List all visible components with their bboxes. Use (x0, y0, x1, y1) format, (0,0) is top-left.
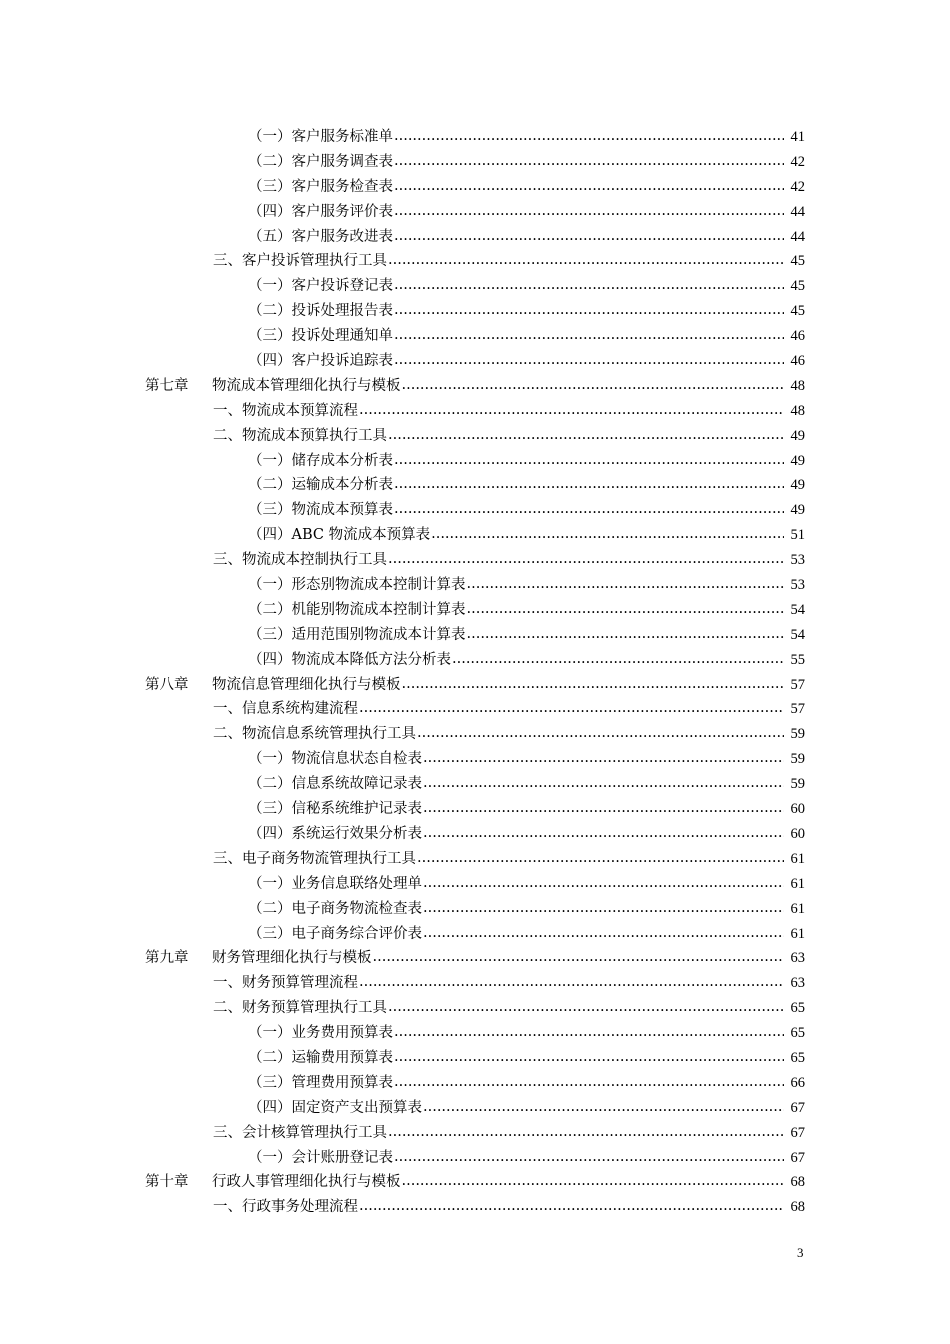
toc-entry-section[interactable] (0, 996, 805, 1021)
dot-leader (359, 970, 784, 995)
toc-entry-item[interactable] (0, 523, 805, 548)
toc-entry-page: 61 (790, 900, 805, 917)
toc-entry-section[interactable] (0, 722, 805, 747)
toc-entry-label: （三）投诉处理通知单 (248, 328, 393, 345)
toc-entry-label: 一、行政事务处理流程 (213, 1199, 358, 1216)
dot-leader (417, 721, 784, 746)
dot-leader (394, 497, 784, 522)
toc-entry-page: 59 (790, 751, 805, 768)
toc-entry-page: 49 (790, 477, 805, 494)
toc-entry-label: （一）客户投诉登记表 (248, 278, 393, 295)
toc-entry-page: 49 (790, 452, 805, 469)
dot-leader (373, 945, 785, 970)
dot-leader (359, 1194, 784, 1219)
toc-entry-page: 63 (790, 975, 805, 992)
toc-entry-page: 49 (790, 427, 805, 444)
chapter-number: 第七章 (145, 377, 189, 394)
dot-leader (423, 746, 784, 771)
toc-entry-page: 61 (790, 925, 805, 942)
dot-leader (394, 348, 784, 373)
toc-entry-item[interactable] (0, 897, 805, 922)
dot-leader (417, 846, 784, 871)
toc-entry-page: 41 (790, 129, 805, 145)
toc-entry-section[interactable] (0, 249, 805, 274)
toc-entry-item[interactable] (0, 274, 805, 299)
chapter-title: 物流信息管理细化执行与模板 (212, 676, 401, 693)
toc-entry-page: 60 (790, 825, 805, 842)
toc-entry-page: 57 (790, 701, 805, 718)
toc-entry-item[interactable] (0, 1071, 805, 1096)
toc-entry-item[interactable] (0, 1146, 805, 1171)
toc-entry-item[interactable] (0, 772, 805, 797)
toc-entry-page: 67 (790, 1124, 805, 1141)
toc-entry-item[interactable] (0, 200, 805, 225)
dot-leader (452, 647, 784, 672)
toc-entry-page: 53 (790, 577, 805, 594)
toc-entry-page: 45 (790, 253, 805, 270)
toc-entry-item[interactable] (0, 299, 805, 324)
toc-entry-label: （四）系统运行效果分析表 (248, 825, 422, 842)
dot-leader (394, 298, 784, 323)
toc-entry-label: （四）客户投诉追踪表 (248, 353, 393, 370)
dot-leader (423, 821, 784, 846)
toc-entry-label (145, 1170, 401, 1195)
dot-leader (402, 373, 785, 398)
toc-entry-label: （四）客户服务评价表 (248, 203, 393, 220)
toc-entry-section[interactable] (0, 1195, 805, 1220)
toc-entry-page: 45 (790, 278, 805, 295)
toc-entry-label: （四）物流成本降低方法分析表 (248, 651, 451, 668)
toc-entry-item[interactable] (0, 150, 805, 175)
toc-entry-page: 65 (790, 1000, 805, 1017)
toc-entry-label: 一、财务预算管理流程 (213, 975, 358, 992)
toc-entry-label: （二）投诉处理报告表 (248, 303, 393, 320)
toc-entry-section[interactable] (0, 424, 805, 449)
dot-leader (394, 1070, 784, 1095)
toc-entry-item[interactable] (0, 324, 805, 349)
toc-entry-label: （三）适用范围别物流成本计算表 (248, 626, 466, 643)
dot-leader (394, 199, 784, 224)
toc-entry-page: 57 (790, 676, 805, 693)
toc-entry-label: （三）管理费用预算表 (248, 1074, 393, 1091)
toc-entry-page: 59 (790, 776, 805, 793)
toc-entry-item[interactable] (0, 1096, 805, 1121)
toc-entry-item[interactable] (0, 822, 805, 847)
dot-leader (394, 174, 784, 199)
chapter-title: 行政人事管理细化执行与模板 (212, 1174, 401, 1191)
toc-entry-page: 60 (790, 801, 805, 818)
toc-entry-item[interactable] (0, 872, 805, 897)
dot-leader (359, 696, 784, 721)
toc-entry-label (145, 374, 401, 399)
toc-entry-label: 三、客户投诉管理执行工具 (213, 253, 387, 270)
toc-entry-section[interactable] (0, 697, 805, 722)
dot-leader (394, 1045, 784, 1070)
toc-entry-label: （一）会计账册登记表 (248, 1149, 393, 1166)
toc-entry-item[interactable] (0, 1021, 805, 1046)
dot-leader (423, 896, 784, 921)
toc-entry-page: 49 (790, 502, 805, 519)
toc-entry-item[interactable] (0, 349, 805, 374)
toc-entry-section[interactable] (0, 847, 805, 872)
toc-entry-label (145, 673, 401, 698)
toc-entry-label: （一）形态别物流成本控制计算表 (248, 577, 466, 594)
toc-entry-page: 42 (790, 178, 805, 195)
toc-entry-page: 46 (790, 328, 805, 345)
dot-leader (359, 398, 784, 423)
toc-entry-label: 二、物流成本预算执行工具 (213, 427, 387, 444)
toc-entry-page: 63 (790, 950, 805, 967)
chapter-number: 第十章 (145, 1174, 189, 1191)
toc-entry-page: 51 (790, 527, 805, 544)
toc-entry-page: 44 (790, 228, 805, 245)
toc-entry-item[interactable] (0, 125, 805, 150)
toc-entry-section[interactable] (0, 399, 805, 424)
dot-leader (394, 1145, 784, 1170)
toc-entry-item[interactable] (0, 922, 805, 947)
toc-entry-item[interactable] (0, 623, 805, 648)
toc-entry-section[interactable] (0, 548, 805, 573)
dot-leader (394, 224, 784, 249)
toc-entry-label: （四）ABC 物流成本预算表 (248, 527, 431, 544)
toc-entry-item[interactable] (0, 225, 805, 250)
toc-entry-item[interactable] (0, 1046, 805, 1071)
toc-entry-page: 53 (790, 552, 805, 569)
toc-entry-label: （三）客户服务检查表 (248, 178, 393, 195)
toc-entry-item[interactable] (0, 797, 805, 822)
page-number: 3 (797, 1245, 804, 1260)
toc-entry-chapter[interactable] (0, 374, 805, 399)
toc-entry-label: （二）运输费用预算表 (248, 1049, 393, 1066)
chapter-number: 第八章 (145, 676, 189, 693)
toc-entry-section[interactable] (0, 971, 805, 996)
toc-entry-page: 65 (790, 1049, 805, 1066)
toc-entry-item[interactable] (0, 473, 805, 498)
toc-entry-page: 45 (790, 303, 805, 320)
toc-entry-label: （五）客户服务改进表 (248, 228, 393, 245)
dot-leader (423, 871, 784, 896)
toc-entry-page: 68 (790, 1174, 805, 1191)
dot-leader (423, 796, 784, 821)
toc-entry-page: 67 (790, 1149, 805, 1166)
toc-entry-label: 一、物流成本预算流程 (213, 402, 358, 419)
toc-entry-chapter[interactable] (0, 673, 805, 698)
toc-entry-page: 44 (790, 203, 805, 220)
dot-leader (394, 124, 784, 149)
toc-entry-label: （二）客户服务调查表 (248, 153, 393, 170)
toc-entry-item[interactable] (0, 498, 805, 523)
dot-leader (394, 273, 784, 298)
dot-leader (394, 149, 784, 174)
dot-leader (388, 1120, 784, 1145)
toc-entry-item[interactable] (0, 598, 805, 623)
dot-leader (388, 547, 784, 572)
toc-entry-label: （一）储存成本分析表 (248, 452, 393, 469)
dot-leader (431, 522, 784, 547)
toc-entry-page: 61 (790, 875, 805, 892)
toc-entry-label: 三、电子商务物流管理执行工具 (213, 850, 416, 867)
toc-entry-item[interactable] (0, 573, 805, 598)
toc-entry-page: 59 (790, 726, 805, 743)
toc-entry-item[interactable] (0, 175, 805, 200)
toc-entry-label: （二）机能别物流成本控制计算表 (248, 601, 466, 618)
toc-entry-label: 二、物流信息系统管理执行工具 (213, 726, 416, 743)
toc-entry-page: 54 (790, 601, 805, 618)
toc-entry-label: （三）信秘系统维护记录表 (248, 801, 422, 818)
dot-leader (402, 1169, 785, 1194)
dot-leader (394, 472, 784, 497)
toc-entry-page: 66 (790, 1074, 805, 1091)
dot-leader (423, 921, 784, 946)
dot-leader (423, 771, 784, 796)
toc-entry-label: 一、信息系统构建流程 (213, 701, 358, 718)
toc-entry-page: 61 (790, 850, 805, 867)
dot-leader (467, 622, 785, 647)
dot-leader (423, 1095, 784, 1120)
toc-entry-label: （四）固定资产支出预算表 (248, 1099, 422, 1116)
toc-entry-label (145, 946, 372, 971)
toc-entry-label: （三）物流成本预算表 (248, 502, 393, 519)
toc-entry-label: 三、会计核算管理执行工具 (213, 1124, 387, 1141)
toc-entry-page: 67 (790, 1099, 805, 1116)
toc-entry-label: （二）信息系统故障记录表 (248, 776, 422, 793)
chapter-number: 第九章 (145, 950, 189, 967)
toc-entry-page: 46 (790, 353, 805, 370)
dot-leader (388, 423, 784, 448)
toc-entry-page: 42 (790, 153, 805, 170)
dot-leader (394, 323, 784, 348)
dot-leader (467, 572, 785, 597)
toc-entry-page: 65 (790, 1025, 805, 1042)
toc-entry-page: 54 (790, 626, 805, 643)
chapter-title: 物流成本管理细化执行与模板 (212, 377, 401, 394)
toc-entry-page: 48 (790, 377, 805, 394)
toc-entry-label: （一）客户服务标准单 (248, 129, 393, 145)
dot-leader (388, 995, 784, 1020)
toc-entry-item[interactable] (0, 449, 805, 474)
toc-entry-label: （一）业务信息联络处理单 (248, 875, 422, 892)
toc-entry-label: （一）业务费用预算表 (248, 1025, 393, 1042)
table-of-contents (0, 125, 950, 1220)
toc-entry-page: 48 (790, 402, 805, 419)
toc-entry-label: 二、财务预算管理执行工具 (213, 1000, 387, 1017)
toc-entry-page: 68 (790, 1199, 805, 1216)
toc-entry-item[interactable] (0, 648, 805, 673)
toc-entry-chapter[interactable] (0, 1170, 805, 1195)
toc-entry-label: 三、物流成本控制执行工具 (213, 552, 387, 569)
toc-entry-page: 55 (790, 651, 805, 668)
dot-leader (394, 1020, 784, 1045)
dot-leader (402, 672, 785, 697)
toc-entry-section[interactable] (0, 1121, 805, 1146)
toc-entry-item[interactable] (0, 747, 805, 772)
dot-leader (467, 597, 785, 622)
toc-entry-label: （三）电子商务综合评价表 (248, 925, 422, 942)
toc-entry-label: （二）电子商务物流检查表 (248, 900, 422, 917)
toc-entry-label: （二）运输成本分析表 (248, 477, 393, 494)
chapter-title: 财务管理细化执行与模板 (212, 950, 372, 967)
dot-leader (388, 248, 784, 273)
toc-entry-label: （一）物流信息状态自检表 (248, 751, 422, 768)
dot-leader (394, 448, 784, 473)
toc-entry-chapter[interactable] (0, 946, 805, 971)
